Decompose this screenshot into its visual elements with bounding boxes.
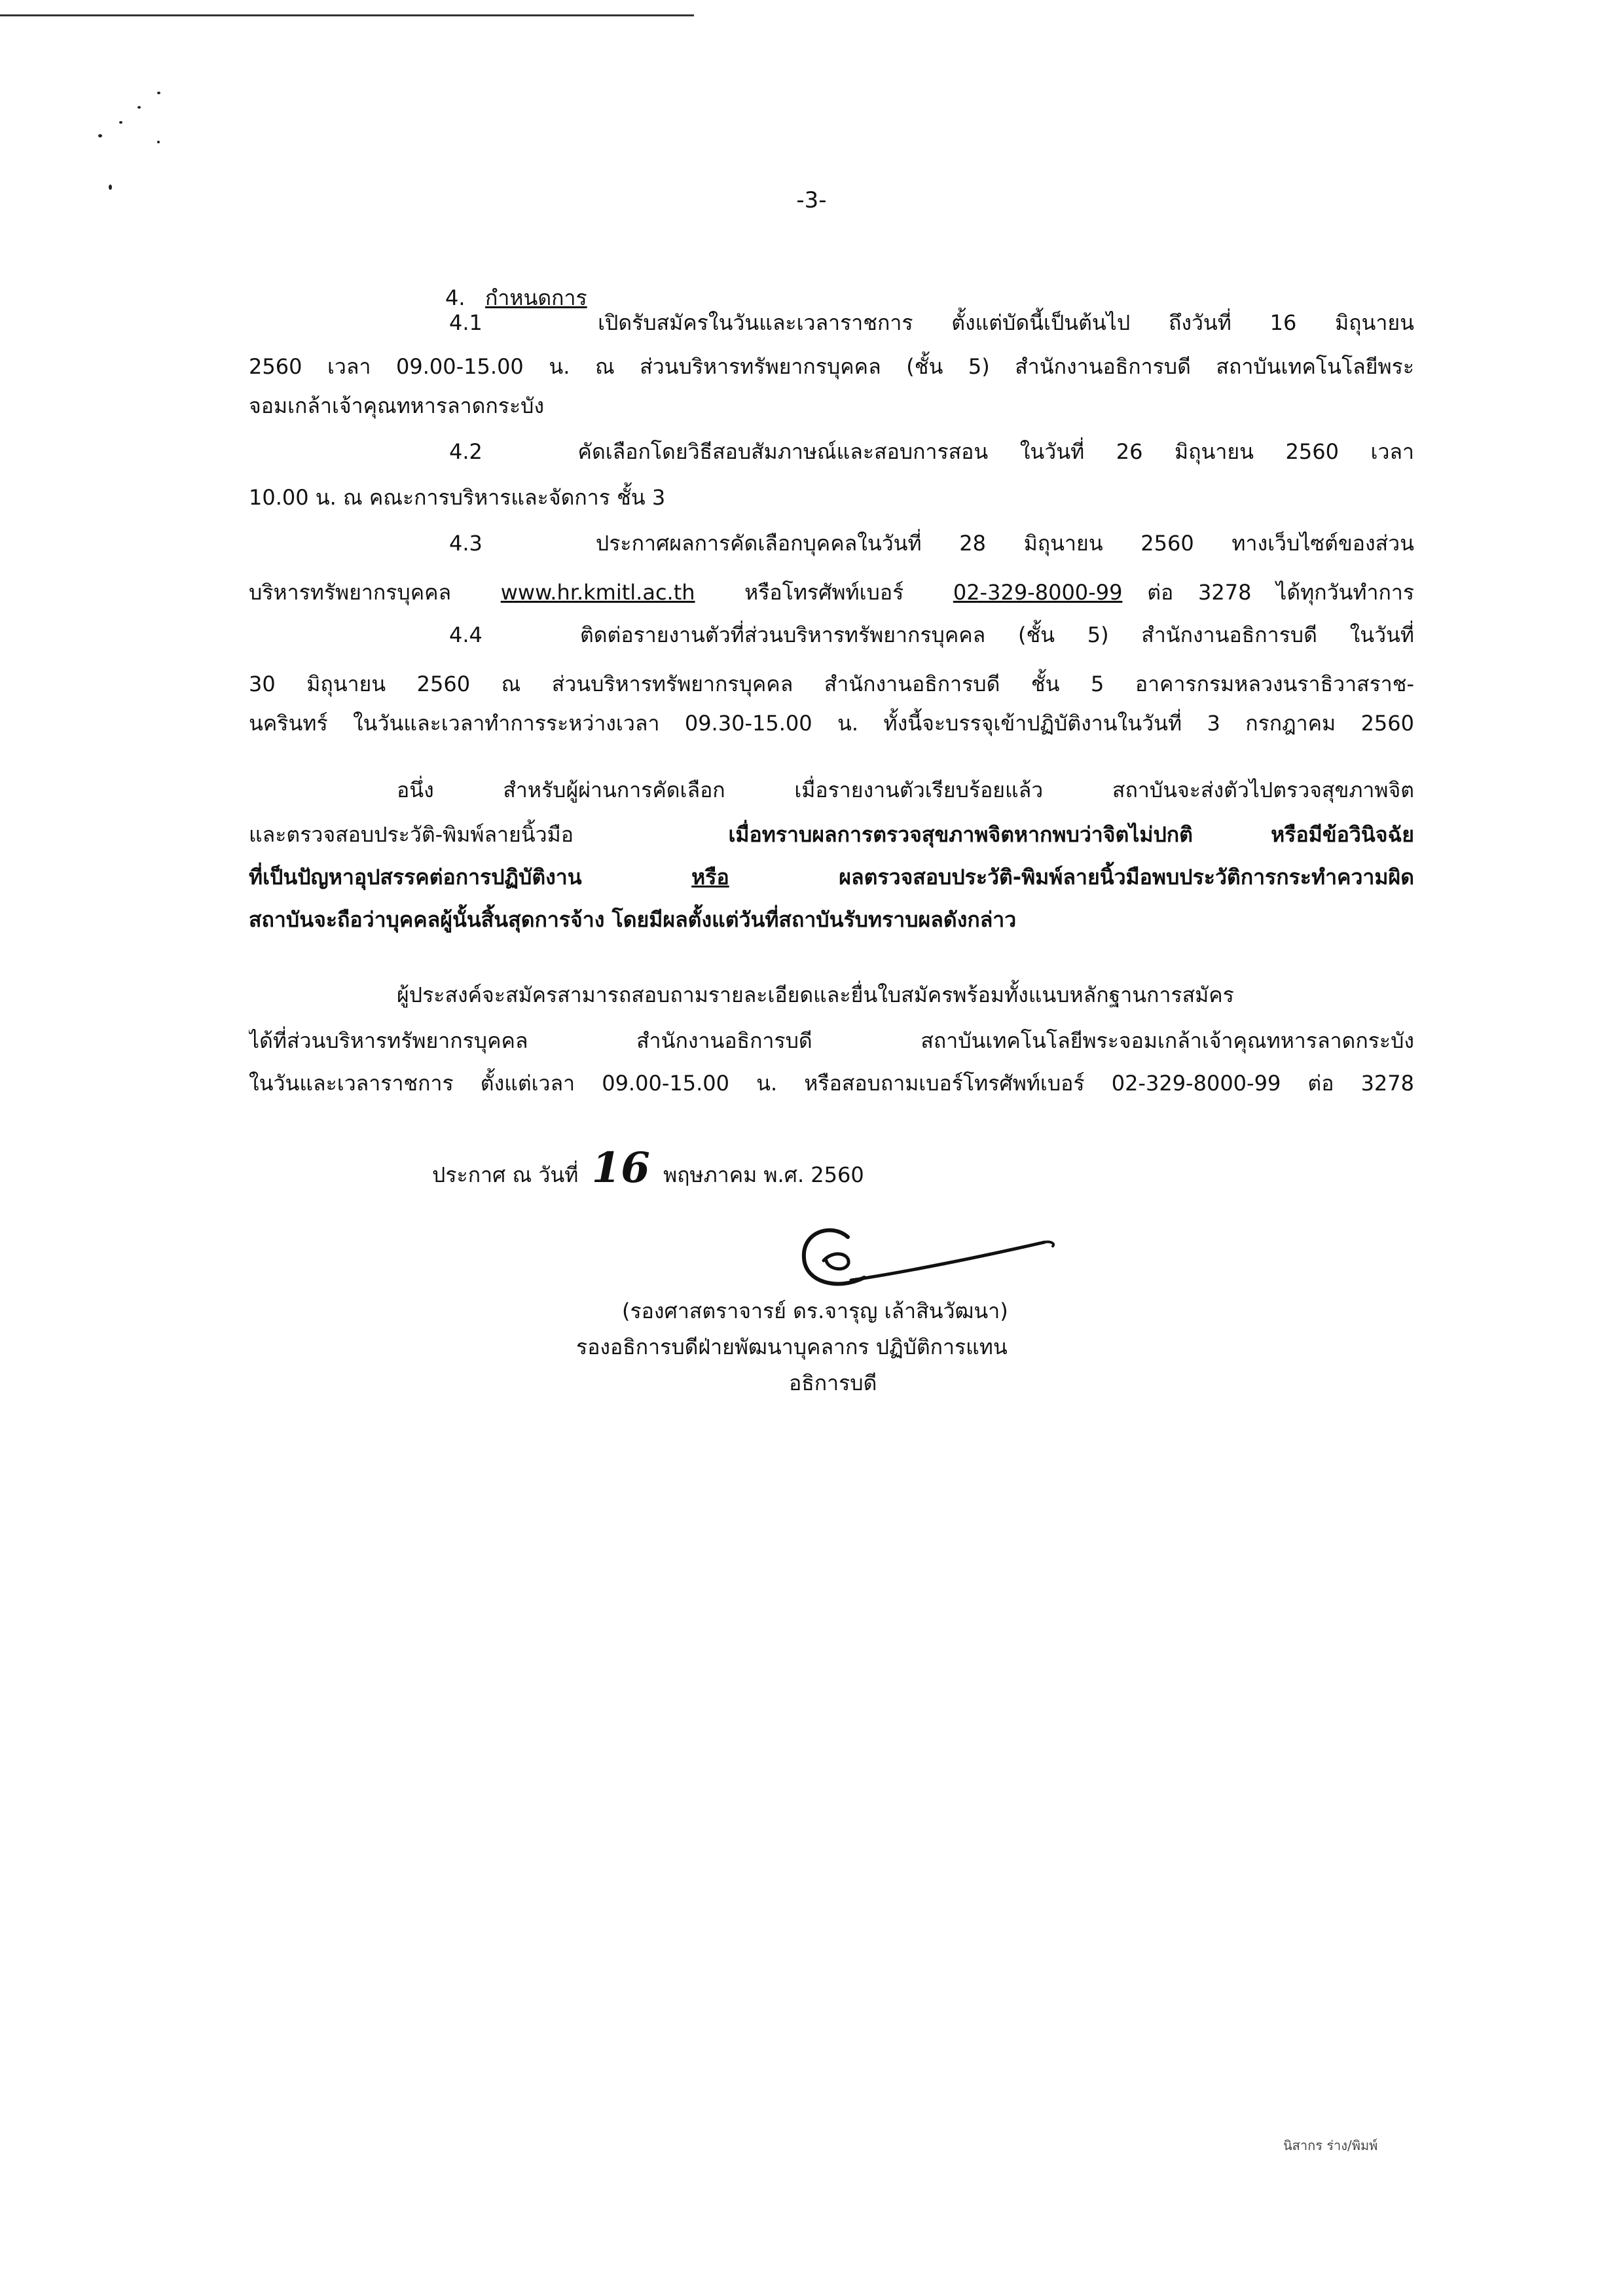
- announce-suffix: พฤษภาคม พ.ศ. 2560: [663, 1162, 864, 1187]
- item-4-3-line-1: [449, 520, 1414, 566]
- item-text: คัดเลือกโดยวิธีสอบสัมภาษณ์และสอบการสอน ในวันที่ 26 มิถุนายน 2560 เวลา: [577, 439, 1414, 464]
- typist-note: นิสากร ร่าง/พิมพ์: [1283, 2138, 1378, 2153]
- notice-line-1: อนึ่ง สำหรับผู้ผ่านการคัดเลือก เมื่อรายงานตัวเรียบร้อยแล้ว สถาบันจะส่งตัวไปตรวจสุขภาพจิต: [397, 778, 1414, 802]
- signatory-name: (รองศาสตราจารย์ ดร.จารุญ เล้าสินวัฒนา): [622, 1299, 1008, 1323]
- notice-bold-text: ผลตรวจสอบประวัติ-พิมพ์ลายนิ้วมือพบประวัติการกระทำความผิด: [839, 865, 1414, 889]
- notice-line-4: สถาบันจะถือว่าบุคคลผู้นั้นสิ้นสุดการจ้าง โดยมีผลตั้งแต่วันที่สถาบันรับทราบผลดังกล่าว: [249, 907, 1017, 932]
- signatory-position-2: อธิการบดี: [789, 1371, 877, 1395]
- item-number: 4.2: [449, 439, 483, 464]
- notice-bold-text: ที่เป็นปัญหาอุปสรรคต่อการปฏิบัติงาน: [249, 865, 582, 889]
- handwritten-day: 16: [591, 1143, 650, 1193]
- item-4-1-line-1: [449, 300, 1414, 346]
- item-text: ต่อ 3278 ได้ทุกวันทำการ: [1147, 580, 1414, 605]
- phone-number: 02-329-8000-99: [953, 580, 1123, 605]
- item-text: เปิดรับสมัครในวันและเวลาราชการ ตั้งแต่บัดนี้เป็นต้นไป ถึงวันที่ 16 มิถุนายน: [598, 310, 1414, 335]
- announcement-date: [432, 1139, 864, 1198]
- item-4-2-line-1: [449, 429, 1414, 475]
- scan-edge-line: [0, 14, 694, 16]
- item-4-2-line-2: 10.00 น. ณ คณะการบริหารและจัดการ ชั้น 3: [249, 485, 666, 510]
- website-link[interactable]: www.hr.kmitl.ac.th: [500, 580, 695, 605]
- scan-speck: [157, 141, 160, 143]
- notice-text: และตรวจสอบประวัติ-พิมพ์ลายนิ้วมือ: [249, 822, 574, 847]
- notice-line-2: [249, 812, 1414, 857]
- item-4-1-line-2: 2560 เวลา 09.00-15.00 น. ณ ส่วนบริหารทรัพยากรบุคคล (ชั้น 5) สำนักงานอธิการบดี สถาบันเทคโนโลยีพระ: [249, 354, 1414, 379]
- notice-line-3: [249, 854, 1414, 900]
- item-4-3-line-2: [249, 569, 1414, 615]
- item-4-4-line-2: 30 มิถุนายน 2560 ณ ส่วนบริหารทรัพยากรบุคคล สำนักงานอธิการบดี ชั้น 5 อาคารกรมหลวงนราธิวาสราช-: [249, 672, 1414, 696]
- item-text: หรือโทรศัพท์เบอร์: [744, 580, 904, 605]
- item-text: ติดต่อรายงานตัวที่ส่วนบริหารทรัพยากรบุคคล (ชั้น 5) สำนักงานอธิการบดี ในวันที่: [579, 622, 1414, 647]
- section-number: 4.: [445, 285, 465, 310]
- item-number: 4.4: [449, 622, 483, 647]
- item-4-4-line-1: [449, 612, 1414, 658]
- scan-speck: [137, 106, 141, 109]
- notice-or: หรือ: [691, 865, 729, 889]
- scan-speck: [119, 121, 122, 124]
- signatory-position: รองอธิการบดีฝ่ายพัฒนาบุคลากร ปฏิบัติการแทน: [576, 1335, 1008, 1359]
- item-text: บริหารทรัพยากรบุคคล: [249, 580, 452, 605]
- contact-line-1: ผู้ประสงค์จะสมัครสามารถสอบถามรายละเอียดและยื่นใบสมัครพร้อมทั้งแนบหลักฐานการสมัคร: [397, 982, 1234, 1007]
- item-number: 4.1: [449, 310, 483, 335]
- item-4-4-line-3: นครินทร์ ในวันและเวลาทำการระหว่างเวลา 09.30-15.00 น. ทั้งนี้จะบรรจุเข้าปฏิบัติงานในวันที่ 3 กรกฎาคม 2560: [249, 711, 1414, 736]
- item-number: 4.3: [449, 531, 483, 556]
- item-4-1-line-3: จอมเกล้าเจ้าคุณทหารลาดกระบัง: [249, 393, 545, 418]
- announce-prefix: ประกาศ ณ วันที่: [432, 1162, 579, 1187]
- contact-line-3: ในวันและเวลาราชการ ตั้งแต่เวลา 09.00-15.00 น. หรือสอบถามเบอร์โทรศัพท์เบอร์ 02-329-8000-99 ต่อ 3278: [249, 1071, 1414, 1096]
- notice-bold-text: เมื่อทราบผลการตรวจสุขภาพจิตหากพบว่าจิตไม่ปกติ หรือมีข้อวินิจฉัย: [728, 822, 1414, 847]
- item-text: ประกาศผลการคัดเลือกบุคคลในวันที่ 28 มิถุนายน 2560 ทางเว็บไซต์ของส่วน: [595, 531, 1414, 556]
- contact-line-2: ได้ที่ส่วนบริหารทรัพยากรบุคคล สำนักงานอธิการบดี สถาบันเทคโนโลยีพระจอมเกล้าเจ้าคุณทหารลาดกระบัง: [249, 1028, 1414, 1053]
- scan-speck: [98, 134, 102, 137]
- page-number: -3-: [796, 187, 827, 213]
- scan-speck: [157, 92, 160, 94]
- section-title: กำหนดการ: [485, 285, 587, 310]
